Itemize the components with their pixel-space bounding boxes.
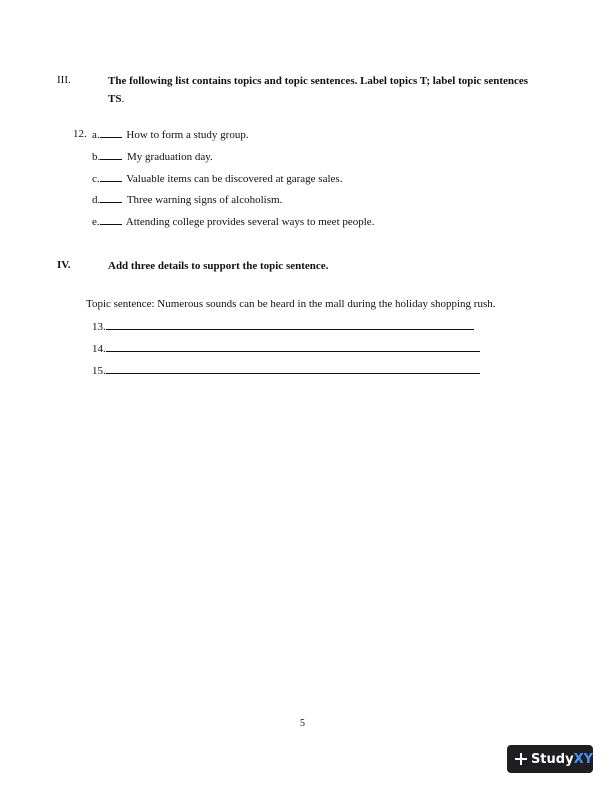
list-item-d	[92, 193, 282, 206]
studyxy-badge[interactable]	[507, 745, 593, 773]
list-item-text: Attending college provides several ways to meet people.	[125, 216, 375, 228]
section-3-instruction-text: The following list contains topics and topic sentences. Label topics T; label topic sentences TS	[108, 75, 529, 105]
page-number: 5	[300, 718, 305, 729]
list-item-text: My graduation day.	[127, 151, 213, 163]
list-item-text: Three warning signs of alcoholism.	[126, 194, 283, 206]
answer-blank[interactable]	[100, 128, 122, 138]
answer-row-13	[92, 319, 474, 333]
list-item-b	[92, 150, 213, 163]
topic-sentence: Topic sentence: Numerous sounds can be heard in the mall during the holiday shopping rush.	[86, 298, 496, 310]
answer-blank[interactable]	[100, 150, 122, 160]
answer-number: 14.	[92, 343, 106, 355]
answer-line[interactable]	[106, 341, 480, 352]
list-item-a	[92, 128, 249, 141]
answer-row-14	[92, 341, 480, 355]
list-item-text: How to form a study group.	[126, 129, 249, 141]
answer-blank[interactable]	[100, 172, 122, 182]
answer-blank[interactable]	[100, 215, 122, 225]
list-item-letter: a.	[92, 129, 100, 141]
section-4-numeral: IV.	[57, 259, 71, 271]
section-3-numeral: III.	[57, 74, 71, 86]
list-item-letter: b.	[92, 151, 101, 163]
question-12-number: 12.	[73, 128, 87, 140]
list-item-text: Valuable items can be discovered at garage sales.	[126, 173, 343, 185]
answer-number: 15.	[92, 365, 106, 377]
answer-line[interactable]	[106, 363, 480, 374]
plus-icon	[515, 753, 525, 765]
answer-blank[interactable]	[100, 193, 122, 203]
answer-number: 13.	[92, 321, 106, 333]
section-3-instruction-period: .	[121, 93, 125, 105]
brand-accent: XY	[573, 751, 593, 767]
answer-row-15	[92, 363, 480, 377]
section-3-instruction	[108, 72, 538, 108]
brand-name: Study	[530, 751, 574, 767]
list-item-c	[92, 172, 342, 185]
list-item-letter: e.	[92, 216, 100, 228]
list-item-letter: d.	[92, 194, 101, 206]
list-item-e	[92, 215, 374, 228]
list-item-letter: c.	[92, 173, 100, 185]
section-4-instruction: Add three details to support the topic sentence.	[108, 260, 329, 272]
answer-line[interactable]	[106, 319, 474, 330]
